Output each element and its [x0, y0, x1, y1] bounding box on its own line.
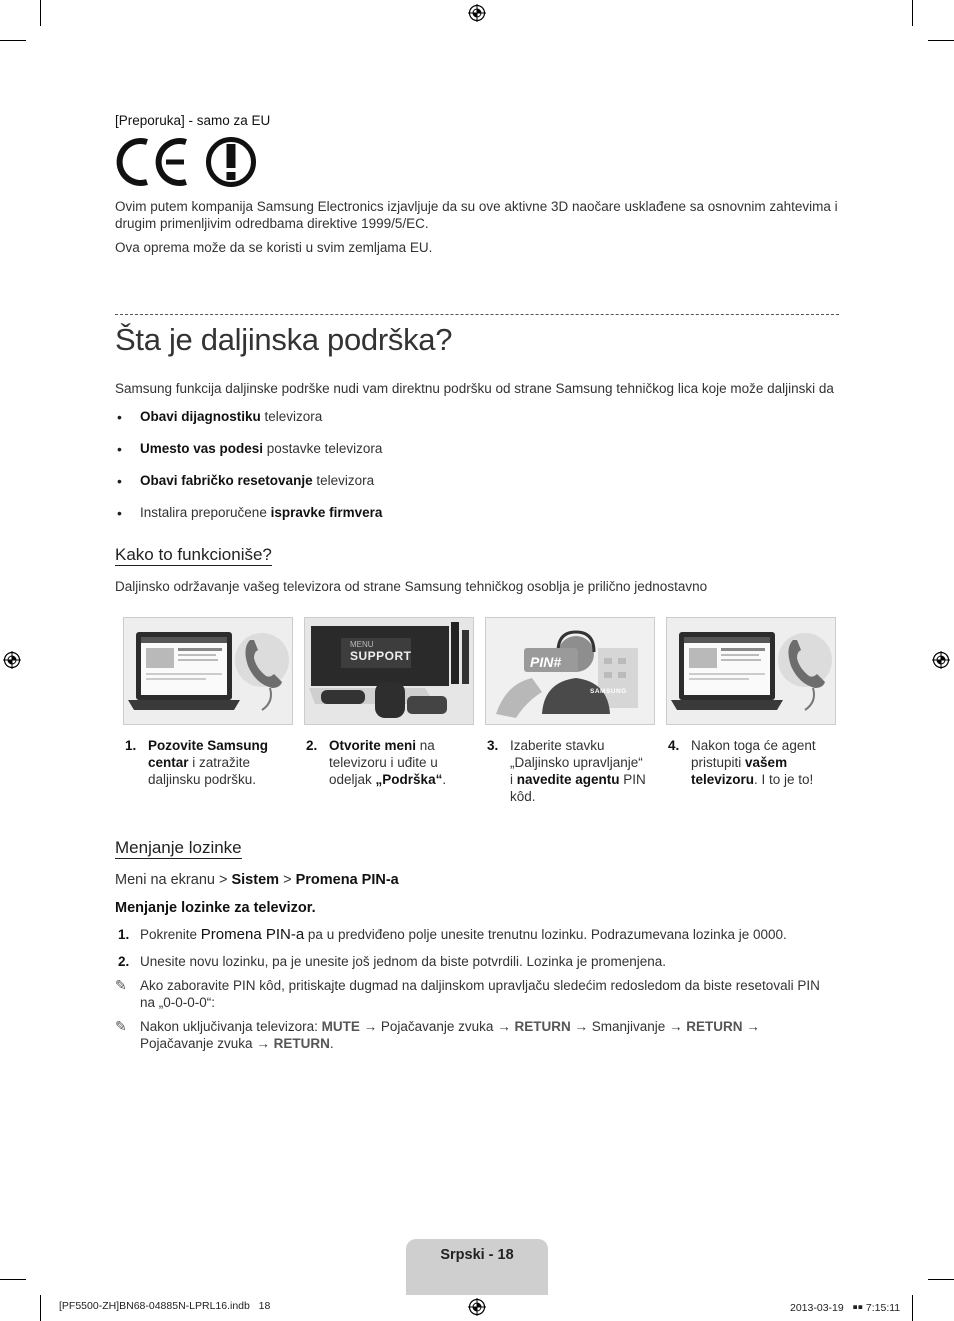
menu-path: Meni na ekranu > Sistem > Promena PIN-a — [115, 872, 399, 888]
step-3: 3. Izaberite stavku „Daljinsko upravljanje“ i navedite agentu PIN kôd. — [487, 738, 646, 804]
step-1-image — [123, 617, 293, 725]
password-heading: Menjanje lozinke — [115, 838, 242, 857]
registration-mark-icon — [468, 4, 486, 22]
crop-mark — [912, 0, 913, 26]
crop-mark — [928, 1279, 954, 1280]
how-it-works-heading: Kako to funkcioniše? — [115, 545, 272, 564]
password-subheading: Menjanje lozinke za televizor. — [115, 900, 316, 916]
section-divider — [115, 314, 839, 315]
page-title: Šta je daljinska podrška? — [115, 322, 453, 357]
step-1: 1. Pozovite Samsung centar i zatražite daljinsku podršku. — [125, 738, 269, 787]
instruction-2: 2. Unesite novu lozinku, pa je unesite još jednom da biste potvrdili. Lozinka je promenjena. — [118, 954, 667, 969]
note-icon: ✎ — [115, 1018, 127, 1034]
ce-mark-icon — [114, 136, 194, 188]
recommendation-note: [Preporuka] - samo za EU — [115, 113, 271, 128]
step-2-image — [304, 617, 474, 725]
list-item: • Umesto vas podesi postavke televizora — [115, 440, 382, 472]
note-icon: ✎ — [115, 977, 127, 993]
list-item: • Obavi fabričko resetovanje televizora — [115, 472, 382, 504]
step-3-image — [485, 617, 655, 725]
support-label: SUPPORT — [350, 649, 412, 663]
alert-mark-label — [0, 0, 1, 1]
step-4: 4. Nakon toga će agent pristupiti vašem televizoru. I to je to! — [668, 738, 816, 787]
step-4-image — [666, 617, 836, 725]
instruction-1: 1. Pokrenite Promena PIN-a pa u predviđeno polje unesite trenutnu lozinku. Podrazumevana lozinka je 0000. — [118, 926, 787, 943]
feature-list — [115, 408, 382, 536]
intro-text: Samsung funkcija daljinske podrške nudi vam direktnu podršku od strane Samsung tehničkog lica koje može daljinski da — [115, 381, 834, 396]
list-item: • Instalira preporučene ispravke firmvera — [115, 504, 382, 536]
declaration-line-2: drugim primenljivim odredbama direktive 1999/5/EC. — [115, 216, 429, 231]
page-number: Srpski - 18 — [440, 1247, 514, 1263]
step-2: 2. Otvorite meni na televizoru i uđite u odeljak „Podrška“. — [306, 738, 447, 787]
alert-mark-icon — [204, 136, 258, 188]
crop-mark — [40, 1295, 41, 1321]
note-1: ✎ Ako zaboravite PIN kôd, pritiskajte dugmad na daljinskom upravljaču sledećim redosledom da biste resetovali PIN na „0-0-0-0“: — [115, 977, 820, 1010]
pin-label: PIN# — [530, 654, 562, 670]
usage-note: Ova oprema može da se koristi u svim zemljama EU. — [115, 240, 433, 255]
crop-mark — [928, 40, 954, 41]
note-2: ✎ Nakon uključivanja televizora: MUTE → Pojačavanje zvuka → RETURN → Smanjivanje → RETURN → Pojačavanje zvuka → RETURN. — [115, 1018, 760, 1051]
registration-mark-icon — [932, 651, 950, 669]
crop-mark — [0, 1279, 26, 1280]
brand-label: SAMSUNG — [590, 688, 627, 695]
menu-label: MENU — [350, 640, 374, 649]
registration-mark-icon — [468, 1298, 486, 1316]
list-item: • Obavi dijagnostiku televizora — [115, 408, 382, 440]
how-it-works-desc: Daljinsko održavanje vašeg televizora od strane Samsung tehničkog osoblja je prilično jednostavno — [115, 579, 708, 594]
crop-mark — [40, 0, 41, 26]
declaration-line-1: Ovim putem kompanija Samsung Electronics izjavljuje da su ove aktivne 3D naočare usklađene sa osnovnim zahtevima i — [115, 199, 838, 214]
crop-mark — [0, 40, 26, 41]
print-slug-left: [PF5500-ZH]BN68-04885N-LPRL16.indb 18 — [59, 1300, 271, 1312]
print-slug-right: 2013-03-19 ￭￭ 7:15:11 — [790, 1302, 901, 1314]
crop-mark — [912, 1295, 913, 1321]
registration-mark-icon — [3, 651, 21, 669]
